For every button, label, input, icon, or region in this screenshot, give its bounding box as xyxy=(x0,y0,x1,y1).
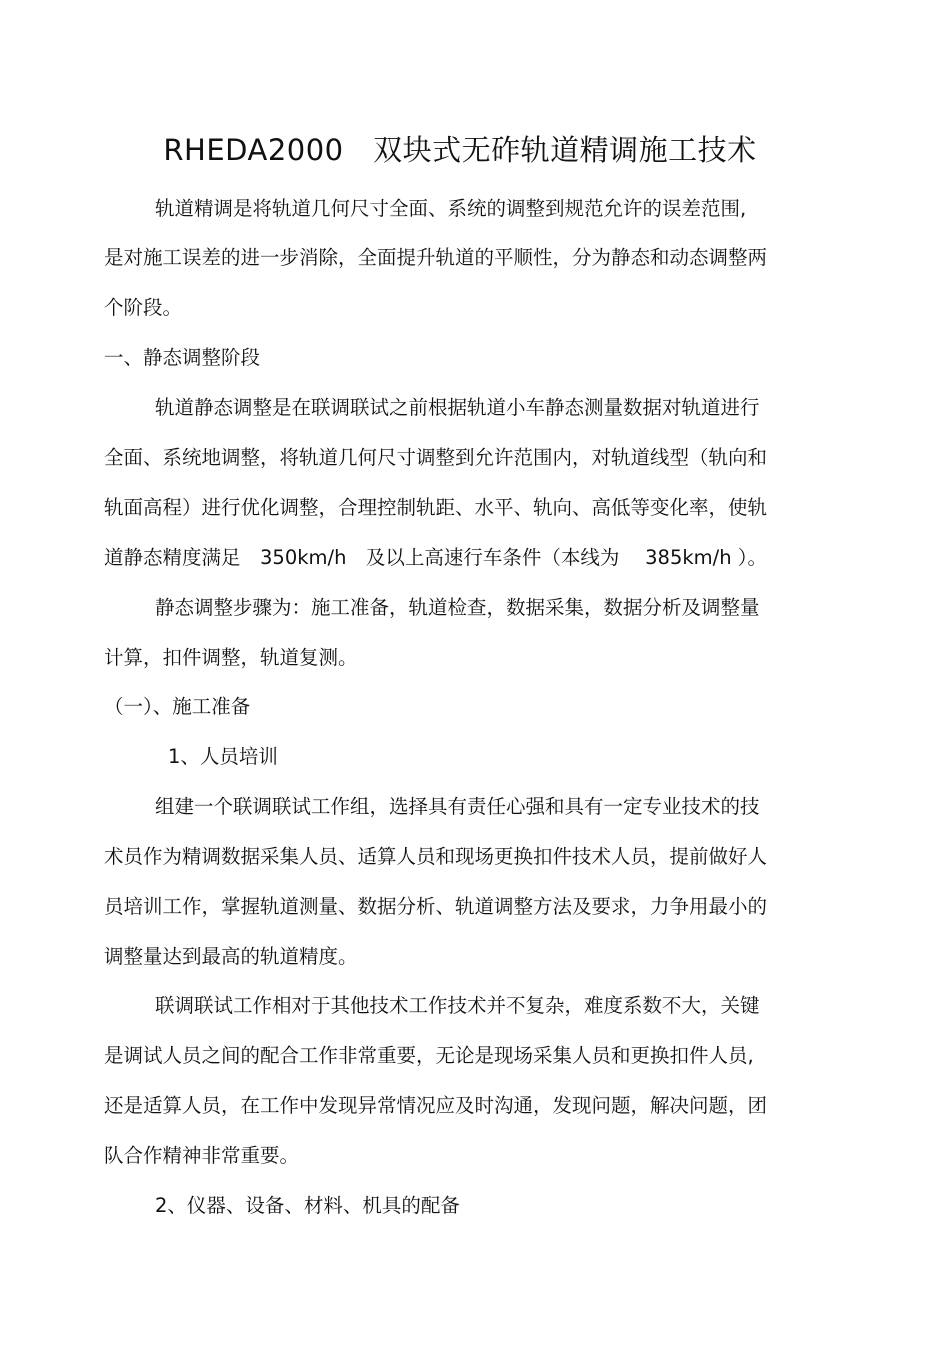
paragraph-3-line-2: 计算，扣件调整，轨道复测。 xyxy=(104,646,358,669)
item-heading-personnel-training: 1、人员培训 xyxy=(168,745,278,768)
paragraph-5-line-1: 联调联试工作相对于其他技术工作技术并不复杂，难度系数不大，关键 xyxy=(155,994,760,1017)
paragraph-5-line-4: 队合作精神非常重要。 xyxy=(104,1144,300,1167)
paragraph-4-line-3: 员培训工作，掌握轨道测量、数据分析、轨道调整方法及要求，力争用最小的 xyxy=(104,895,768,918)
paragraph-4-line-1: 组建一个联调联试工作组，选择具有责任心强和具有一定专业技术的技 xyxy=(155,795,760,818)
paragraph-1-line-3: 个阶段。 xyxy=(104,296,183,319)
paragraph-2-line-2: 全面、系统地调整，将轨道几何尺寸调整到允许范围内，对轨道线型（轨向和 xyxy=(104,446,768,469)
paragraph-2-line-1: 轨道静态调整是在联调联试之前根据轨道小车静态测量数据对轨道进行 xyxy=(155,396,760,419)
paragraph-5-line-2: 是调试人员之间的配合工作非常重要，无论是现场采集人员和更换扣件人员, xyxy=(104,1044,754,1067)
paragraph-4-line-4: 调整量达到最高的轨道精度。 xyxy=(104,945,358,968)
item-heading-equipment: 2、仪器、设备、材料、机具的配备 xyxy=(155,1194,460,1217)
subsection-heading-preparation: （一）、施工准备 xyxy=(104,695,251,718)
paragraph-2-line-3: 轨面高程）进行优化调整，合理控制轨距、水平、轨向、高低等变化率，使轨 xyxy=(104,496,768,519)
paragraph-3-line-1: 静态调整步骤为：施工准备，轨道检查，数据采集，数据分析及调整量 xyxy=(155,596,760,619)
document-title: RHEDA2000 双块式无砟轨道精调施工技术 xyxy=(163,133,757,167)
paragraph-5-line-3: 还是适算人员，在工作中发现异常情况应及时沟通，发现问题，解决问题，团 xyxy=(104,1094,768,1117)
paragraph-4-line-2: 术员作为精调数据采集人员、适算人员和现场更换扣件技术人员，提前做好人 xyxy=(104,845,768,868)
paragraph-1-line-2: 是对施工误差的进一步消除，全面提升轨道的平顺性，分为静态和动态调整两 xyxy=(104,246,768,269)
paragraph-1-line-1: 轨道精调是将轨道几何尺寸全面、系统的调整到规范允许的误差范围, xyxy=(155,197,747,220)
section-heading-static-adjustment: 一、静态调整阶段 xyxy=(104,346,261,369)
paragraph-2-line-4: 道静态精度满足 350km/h 及以上高速行车条件（本线为 385km/h ）。 xyxy=(104,546,768,569)
